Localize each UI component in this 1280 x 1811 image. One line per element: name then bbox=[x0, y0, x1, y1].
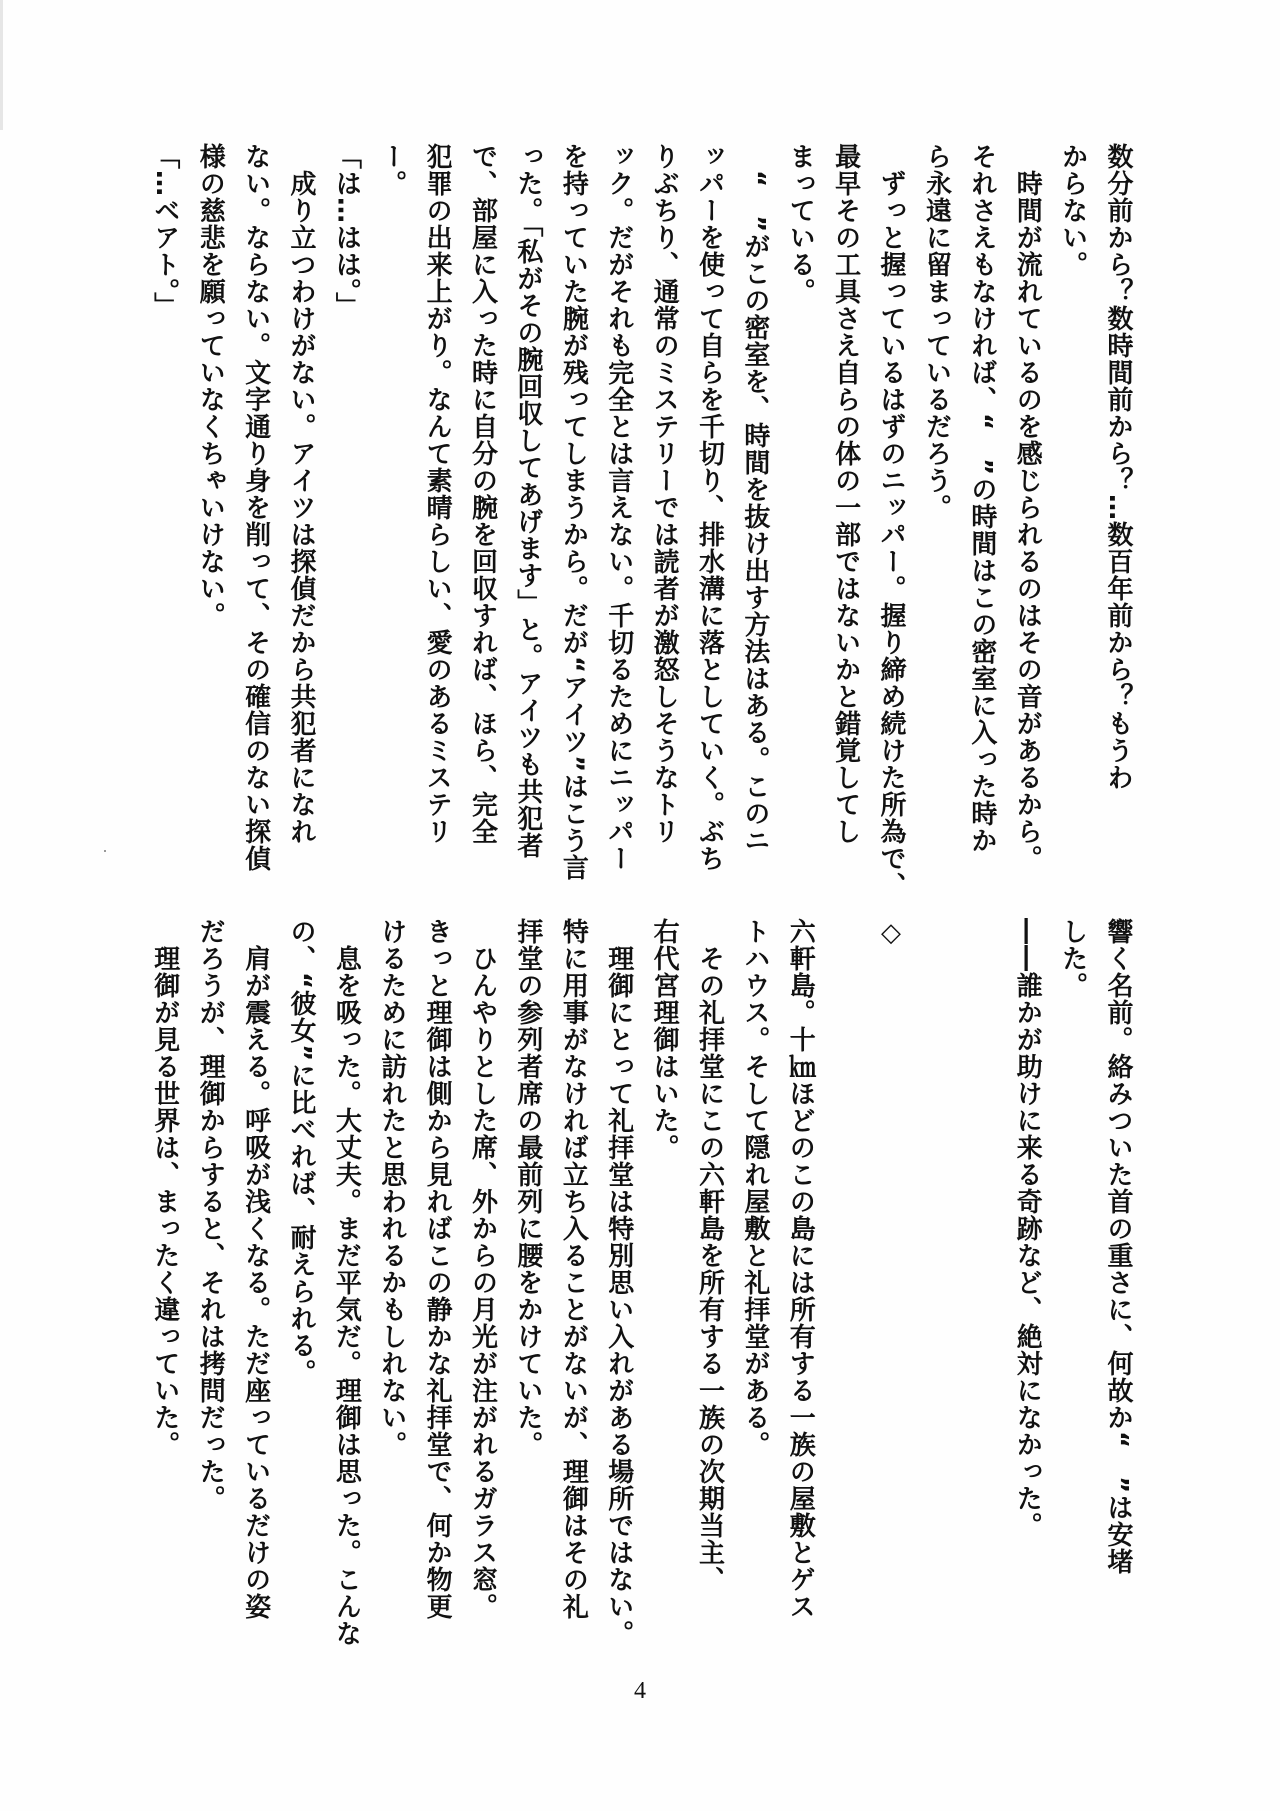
lower-text-block bbox=[141, 918, 1140, 1658]
blank-line bbox=[913, 918, 958, 1658]
text-line: 理御が見る世界は、まったく違っていた。 bbox=[149, 918, 180, 1458]
text-line: からない。 bbox=[1057, 143, 1088, 278]
text-line: 理御にとって礼拝堂は特別思い入れがある場所ではない。 bbox=[603, 918, 634, 1647]
text-line: 肩が震える。呼吸が浅くなる。ただ座っているだけの姿 bbox=[240, 918, 271, 1620]
text-line: 犯罪の出来上がり。なんて素晴らしい、愛のあるミステリ bbox=[422, 143, 453, 845]
scan-speck bbox=[104, 850, 106, 852]
upper-text-block bbox=[141, 143, 1140, 899]
text-line: を持っていた腕が残ってしまうから。だが“アイツ”はこう言 bbox=[558, 143, 589, 882]
text-line: ッパーを使って自らを千切り、排水溝に落としていく。ぶち bbox=[694, 143, 725, 872]
text-line: ひんやりとした席、外からの月光が注がれるガラス窓。 bbox=[467, 918, 498, 1620]
text-line: けるために訪れたと思われるかもしれない。 bbox=[376, 918, 407, 1458]
text-line: った。「私がその腕回収してあげます」と。アイツも共犯者 bbox=[512, 143, 543, 859]
text-line: トハウス。そして隠れ屋敷と礼拝堂がある。 bbox=[739, 918, 770, 1458]
section-break-mark: ◇ bbox=[876, 918, 907, 949]
text-line: した。 bbox=[1057, 918, 1088, 999]
scan-edge bbox=[0, 0, 3, 130]
text-line: ック。だがそれも完全とは言えない。千切るためにニッパー bbox=[603, 143, 634, 872]
text-line: 響く名前。絡みついた首の重さに、何故か“ ”は安堵 bbox=[1103, 918, 1133, 1576]
text-line: 特に用事がなければ立ち入ることがないが、理御はその礼 bbox=[558, 918, 589, 1620]
text-line: 様の慈悲を願っていなくちゃいけない。 bbox=[195, 143, 226, 629]
text-line: で、部屋に入った時に自分の腕を回収すれば、ほら、完全 bbox=[467, 143, 498, 845]
text-line: だろうが、理御からすると、それは拷問だった。 bbox=[195, 918, 226, 1512]
text-line: きっと理御は側から見ればこの静かな礼拝堂で、何か物更 bbox=[422, 918, 453, 1620]
text-line: “ ”がこの密室を、時間を抜け出す方法はある。このニ bbox=[739, 143, 770, 855]
text-line: 時間が流れているのを感じられるのはその音があるから。 bbox=[1012, 143, 1043, 872]
text-line: ー。 bbox=[376, 143, 407, 197]
text-line: それさえもなければ、“ ”の時間はこの密室に入った時か bbox=[966, 143, 997, 855]
text-line: ――誰かが助けに来る奇跡など、絶対になかった。 bbox=[1012, 918, 1043, 1539]
text-line: 「…ベアト。」 bbox=[149, 143, 180, 319]
text-line: の、“彼女”に比べれば、耐えられる。 bbox=[285, 918, 316, 1387]
text-line: ない。ならない。文字通り身を削って、その確信のない探偵 bbox=[240, 143, 271, 872]
text-line: 「は…はは。」 bbox=[331, 143, 362, 319]
text-line: 六軒島。十㎞ほどのこの島には所有する一族の屋敷とゲス bbox=[785, 918, 816, 1620]
blank-line bbox=[822, 918, 867, 1658]
page-number: 4 bbox=[634, 1678, 646, 1704]
text-line: 数分前から？数時間前から？…数百年前から？もうわ bbox=[1103, 143, 1133, 791]
text-line: 右代宮理御はいた。 bbox=[649, 918, 680, 1161]
text-line: ら永遠に留まっているだろう。 bbox=[921, 143, 952, 521]
blank-line bbox=[958, 918, 1003, 1658]
text-line: 拝堂の参列者席の最前列に腰をかけていた。 bbox=[512, 918, 543, 1458]
text-line: りぶちり、通常のミステリーでは読者が激怒しそうなトリ bbox=[649, 143, 680, 845]
text-line: まっている。 bbox=[785, 143, 816, 305]
text-line: その礼拝堂にこの六軒島を所有する一族の次期当主、 bbox=[694, 918, 725, 1593]
text-line: 成り立つわけがない。アイツは探偵だから共犯者になれ bbox=[285, 143, 316, 845]
text-line: 最早その工具さえ自らの体の一部ではないかと錯覚してし bbox=[830, 143, 861, 845]
text-line: ずっと握っているはずのニッパー。握り締め続けた所為で、 bbox=[876, 143, 907, 899]
text-line: 息を吸った。大丈夫。まだ平気だ。理御は思った。こんな bbox=[331, 918, 362, 1647]
